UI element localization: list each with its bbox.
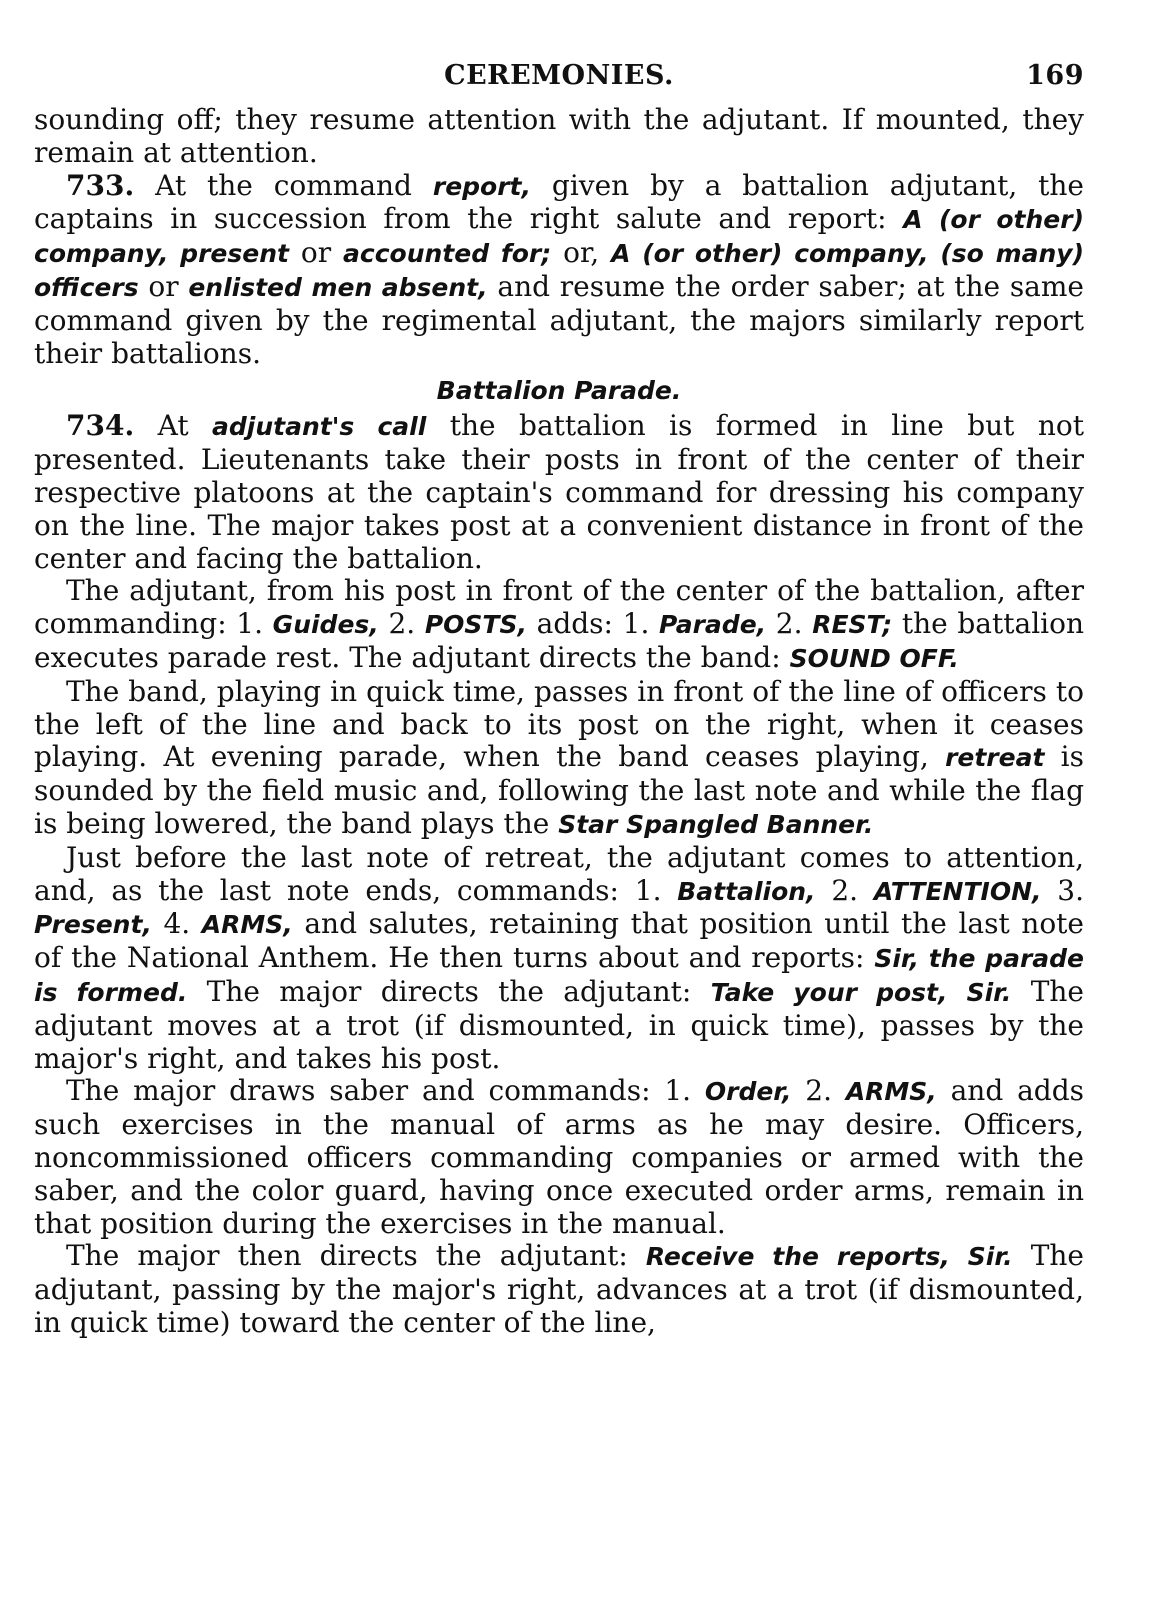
page-number: 169 [1026,60,1084,91]
paragraph-text: At the command [134,168,433,202]
paragraph-text: or, [551,236,612,270]
paragraph-text: 2. [378,607,425,641]
command-text: ATTENTION, [873,876,1042,906]
command-text: SOUND OFF. [789,643,959,673]
paragraph-adjutant [34,575,1084,675]
command-text: Sir, the parade is formed. [34,944,1085,1007]
paragraph-major [34,1075,1084,1240]
command-text: Battalion, [677,876,816,906]
paragraph-text: sounding off; they resume attention with the adjutant. If mounted, they remain at attention. [34,103,1084,169]
paragraph-text: Just before the last note of retreat, the adjutant comes to attention, and, as the last note ends, commands: 1. [34,840,1084,907]
command-text: enlisted men absent, [188,272,488,302]
paragraph-text: and resume the order saber; at the same command given by the regimental adjutant, the majors similarly report their battalions. [34,269,1084,370]
command-text: REST; [812,610,893,640]
book-page [34,60,1084,1340]
paragraph-text: 2. [766,607,813,641]
paragraph-number: 733. [66,168,135,202]
command-text: A (or other) company, present [34,205,1084,269]
command-text: Parade, [659,610,767,640]
paragraph-text: 4. [151,907,202,941]
paragraph-text: At [134,409,213,443]
running-title: CEREMONIES. [444,60,674,91]
paragraph-band [34,676,1084,842]
command-text: ARMS, [201,910,293,940]
command-text: report, [432,171,532,201]
command-text: POSTS, [424,610,527,640]
running-header [34,60,1084,104]
command-text: A (or other) company, (so many) officers [34,239,1085,302]
paragraph-text: The adjutant, passing by the major's right, advances at a trot (if dismounted, in quick time) toward the center of the line, [34,1239,1084,1339]
command-text: retreat [945,743,1045,773]
command-text: Order, [704,1077,792,1107]
paragraph-text: The major directs the adjutant: [187,974,711,1008]
paragraph-continued [34,104,1084,170]
paragraph-text: adds: 1. [526,607,659,641]
paragraph-text: is sounded by the field music and, following the last note and while the flag is being lowered, the band plays the [34,740,1084,840]
paragraph-text: 2. [791,1074,846,1108]
paragraph-734 [34,410,1084,575]
body-text [34,104,1084,1340]
command-text: ARMS, [845,1077,937,1107]
paragraph-number: 734. [66,409,135,443]
command-text: Receive the reports, Sir. [645,1242,1013,1272]
paragraph-retreat [34,842,1084,1076]
command-text: adjutant's call [212,412,427,442]
paragraph-text: The adjutant moves at a trot (if dismounted, in quick time), passes by the major's right, and takes his post. [34,974,1085,1075]
command-text: Guides, [272,610,379,640]
paragraph-text: 2. [815,873,874,907]
paragraph-text: The band, playing in quick time, passes in front of the line of officers to the left of the line and back to its post on the right, when it ceases playing. At evening parade, when the band ceases playing, [34,674,1084,774]
paragraph-text: The adjutant, from his post in front of the center of the battalion, after commanding: 1. [34,574,1084,641]
command-text: Present, [34,910,152,940]
paragraph-text: or [138,269,189,303]
command-text: accounted for; [343,239,552,269]
paragraph-text: the battalion executes parade rest. The adjutant directs the band: [34,607,1085,674]
paragraph-text: given by a battalion adjutant, the captains in succession from the right salute and report: [34,168,1084,236]
paragraph-text: or [288,236,344,270]
paragraph-text: 3. [1041,873,1084,907]
paragraph-text: the battalion is formed in line but not presented. Lieutenants take their posts in front of the center of their respective platoons at the captain's command for dressing his company on the line. The major takes post at a convenient distance in front of the center and facing the battalion. [34,409,1084,575]
paragraph-text: and salutes, retaining that position until the last note of the National Anthem. He then turns about and reports: [34,907,1084,975]
paragraph-733 [34,170,1084,371]
command-text: Star Spangled Banner. [558,809,874,839]
paragraph-reports [34,1240,1084,1339]
paragraph-text: The major then directs the adjutant: [66,1239,646,1273]
paragraph-text: and adds such exercises in the manual of arms as he may desire. Officers, noncommissioned officers commanding companies or armed with the saber, and the color guard, having once executed order arms, remain in that position during the exercises in the manual. [34,1074,1084,1240]
paragraph-text: The major draws saber and commands: 1. [66,1074,705,1108]
section-heading: Battalion Parade. [436,376,682,406]
command-text: Take your post, Sir. [710,977,1012,1007]
